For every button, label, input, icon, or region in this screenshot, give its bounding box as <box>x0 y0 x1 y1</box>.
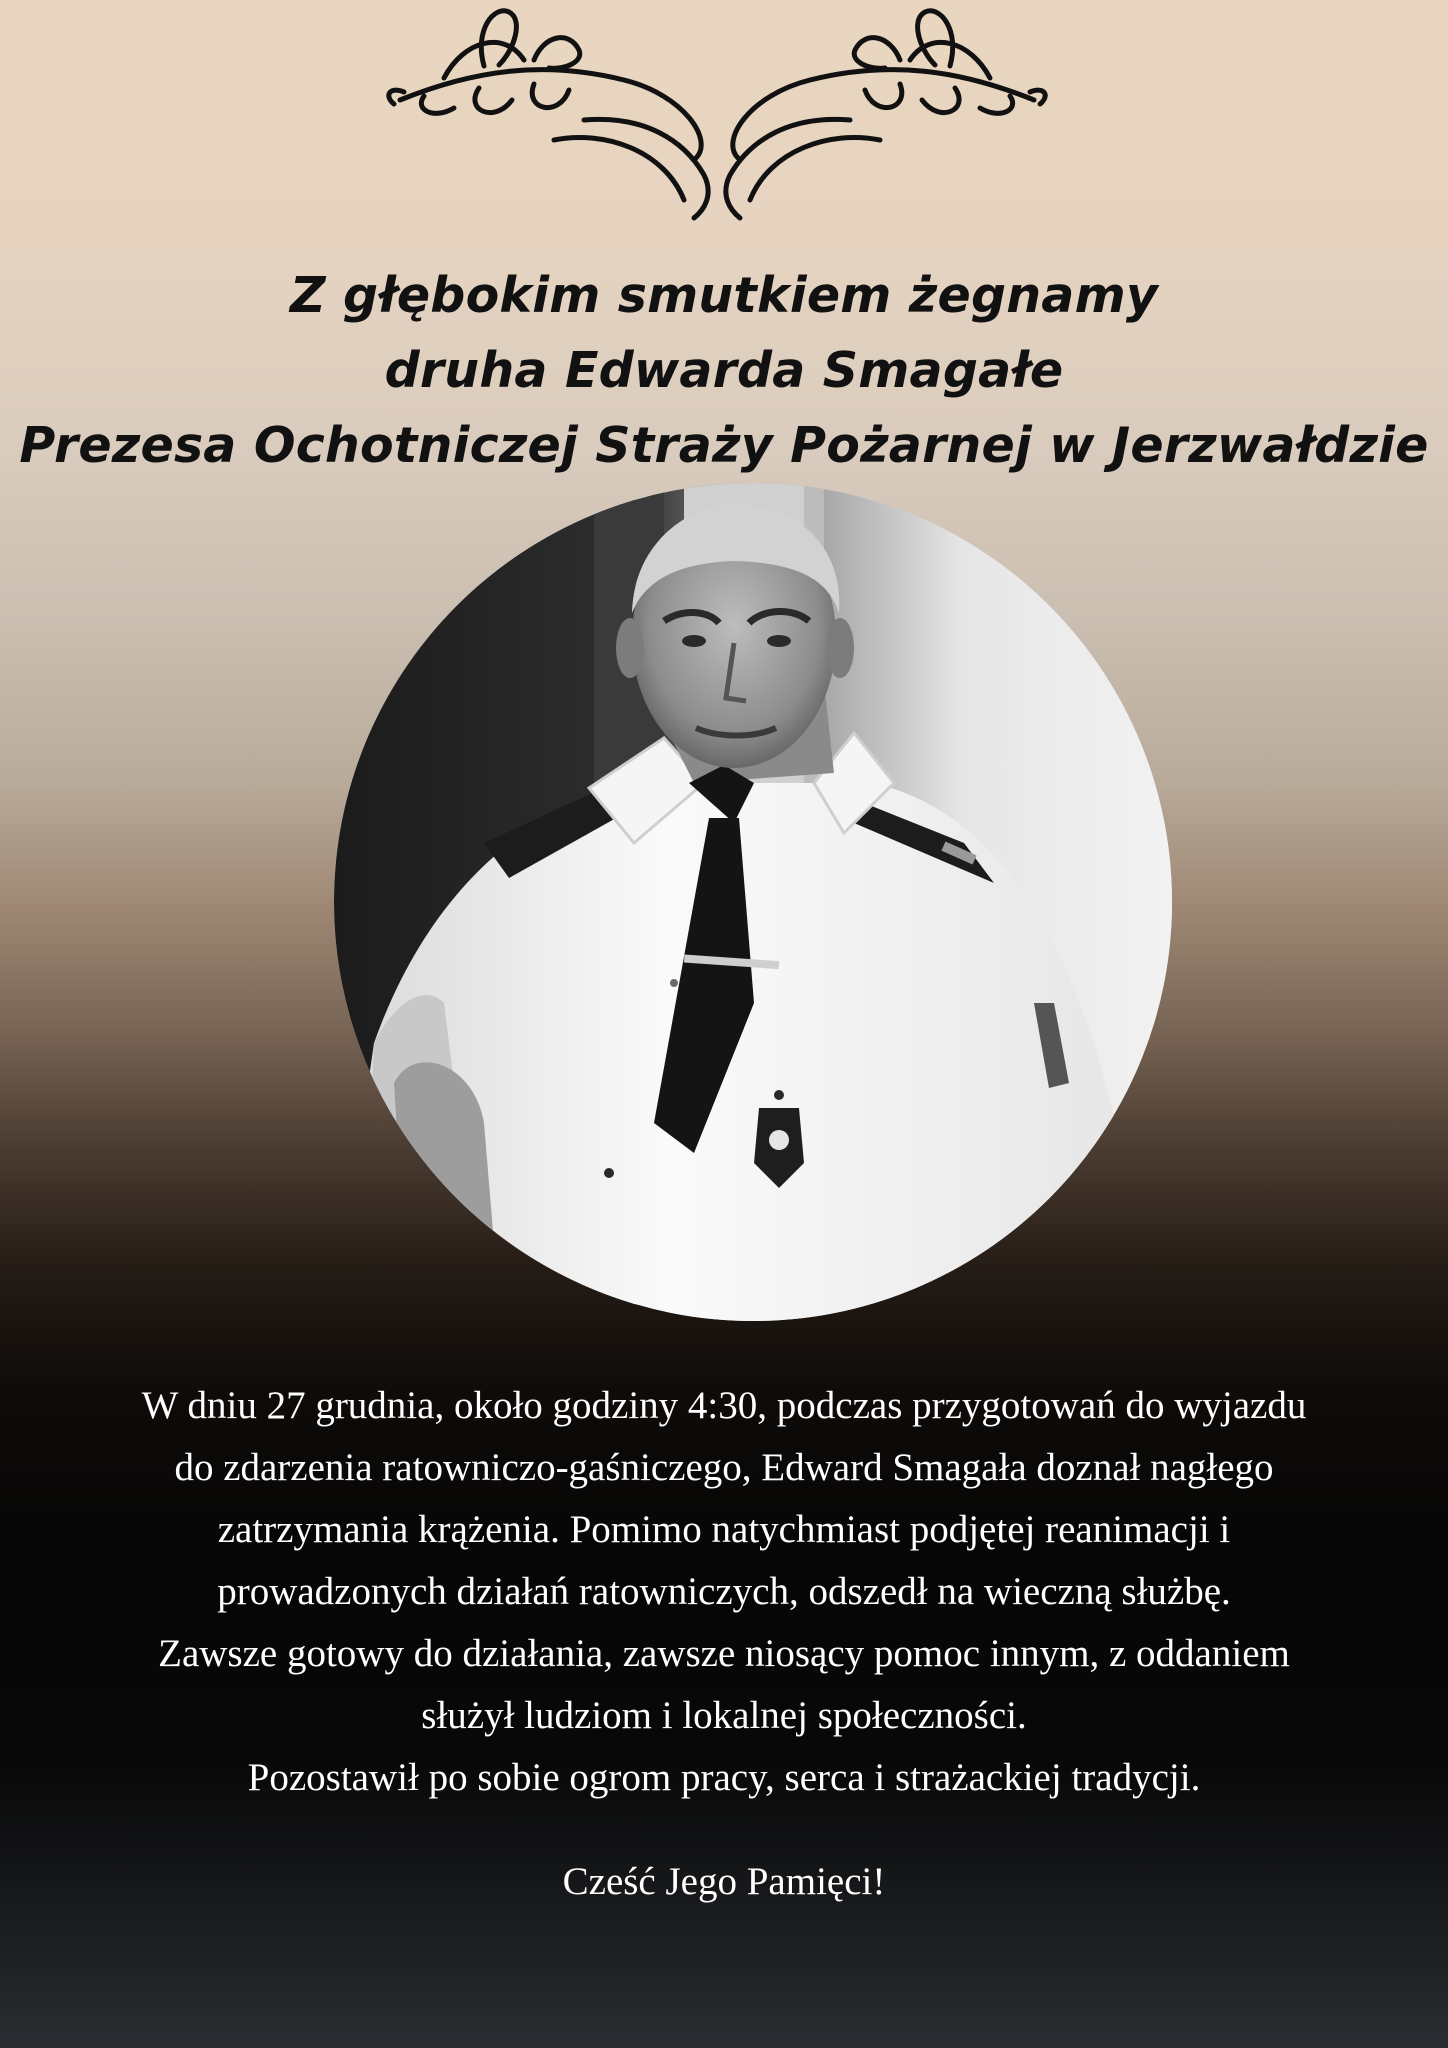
message-line: Zawsze gotowy do działania, zawsze niosący pomoc innym, z oddaniem <box>158 1632 1290 1675</box>
message-line: zatrzymania krążenia. Pomimo natychmiast podjętej reanimacji i <box>217 1508 1231 1551</box>
memorial-heading <box>0 258 1448 483</box>
spacer <box>0 1809 1448 1851</box>
closing-line: Cześć Jego Pamięci! <box>562 1860 886 1903</box>
message-line: do zdarzenia ratowniczo-gaśniczego, Edward Smagała doznał nagłego <box>174 1446 1274 1489</box>
message-line: W dniu 27 grudnia, około godziny 4:30, podczas przygotowań do wyjazdu <box>141 1384 1307 1427</box>
portrait-photo <box>334 483 1172 1321</box>
laurel-flourish-icon <box>384 0 1050 222</box>
heading-line-1: Z głębokim smutkiem żegnamy <box>290 267 1158 324</box>
message-line: Pozostawił po sobie ogrom pracy, serca i strażackiej tradycji. <box>247 1756 1201 1799</box>
heading-line-2: druha Edwarda Smagałe <box>384 342 1064 399</box>
memorial-message <box>0 1375 1448 1913</box>
message-line: służył ludziom i lokalnej społeczności. <box>421 1694 1027 1737</box>
heading-line-3: Prezesa Ochotniczej Straży Pożarnej w Jerzwałdzie <box>19 417 1429 474</box>
message-line: prowadzonych działań ratowniczych, odszedł na wieczną służbę. <box>217 1570 1231 1613</box>
